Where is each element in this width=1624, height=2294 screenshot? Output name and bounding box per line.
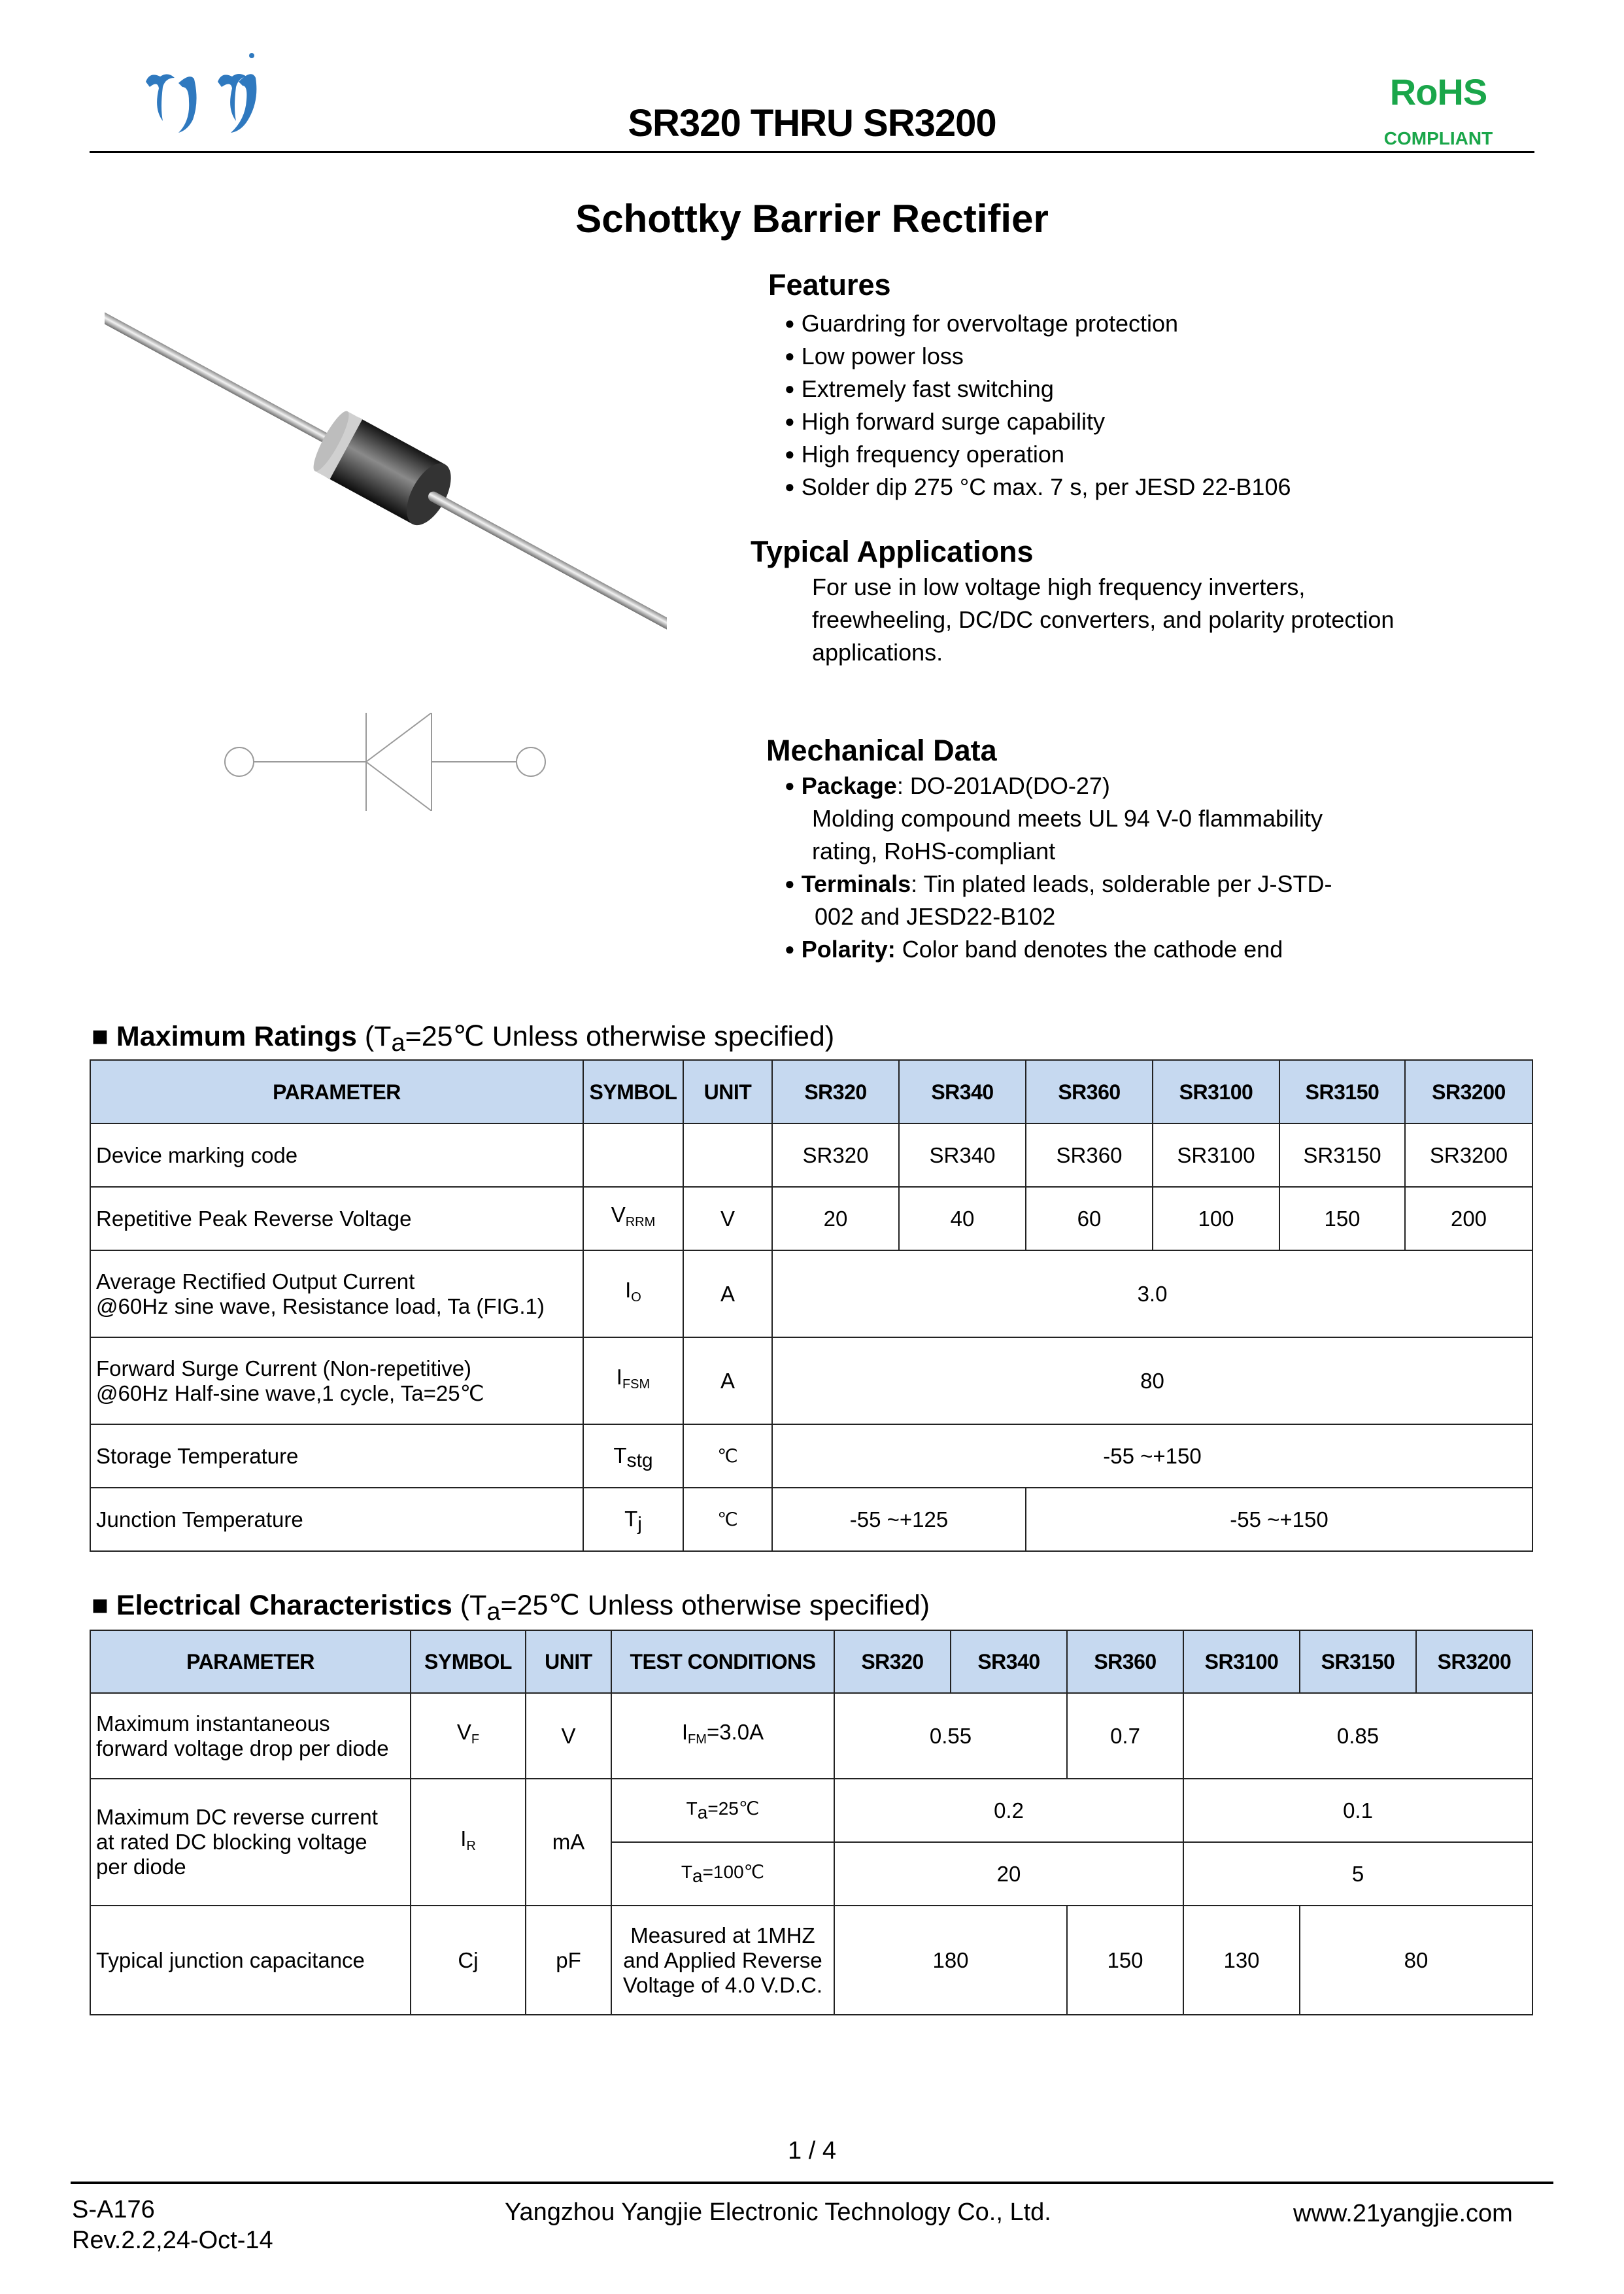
- symbol-cell: $I_{FSM}$: [583, 1337, 683, 1424]
- param-cell: Storage Temperature: [90, 1424, 583, 1488]
- col-header: UNIT: [683, 1060, 772, 1123]
- value-cell: 20: [772, 1187, 899, 1250]
- col-header: SR3200: [1416, 1630, 1532, 1693]
- feature-item: ● Solder dip 275 °C max. 7 s, per JESD 22-B106: [785, 471, 1291, 505]
- terminals-label: Terminals: [801, 870, 911, 897]
- col-header: SR320: [834, 1630, 951, 1693]
- unit-cell: [683, 1123, 772, 1187]
- rohs-compliant-label: COMPLIANT: [1383, 128, 1493, 148]
- value-cell: -55 ~+125: [772, 1488, 1026, 1551]
- max-ratings-table: [90, 1059, 1533, 1552]
- document-title: SR320 THRU SR3200: [628, 102, 996, 145]
- col-header: TEST CONDITIONS: [611, 1630, 834, 1693]
- electrical-title: Electrical Characteristics: [116, 1590, 452, 1621]
- square-bullet-icon: ■: [92, 1021, 116, 1052]
- electrical-table: [90, 1630, 1533, 2015]
- table-row: [90, 1424, 1532, 1488]
- table-row: [90, 1488, 1532, 1551]
- axial-diode-photo: [105, 275, 667, 667]
- col-header: SR3150: [1300, 1630, 1416, 1693]
- feature-item: ● High forward surge capability: [785, 405, 1105, 440]
- param-cell: Junction Temperature: [90, 1488, 583, 1551]
- max-ratings-condition: ($T_a=25℃$ Unless otherwise specified): [356, 1021, 835, 1057]
- table-row: [90, 1250, 1532, 1337]
- col-header: PARAMETER: [90, 1630, 411, 1693]
- param-cell: Forward Surge Current (Non-repetitive) @60Hz Half-sine wave,1 cycle, Ta=25℃: [90, 1337, 583, 1424]
- page-number: 1 / 4: [788, 2137, 836, 2165]
- symbol-cell: $I_O$: [583, 1250, 683, 1337]
- symbol-cell: $I_R$: [411, 1779, 526, 1906]
- symbol-cell: [583, 1123, 683, 1187]
- col-header: UNIT: [526, 1630, 611, 1693]
- package-detail: Molding compound meets UL 94 V-0 flammability: [812, 805, 1323, 832]
- col-header: SR3200: [1405, 1060, 1532, 1123]
- col-header: SR320: [772, 1060, 899, 1123]
- unit-cell: A: [683, 1250, 772, 1337]
- condition-cell: $I_{FM}=3.0A$: [611, 1693, 834, 1779]
- document-code: S-A176: [72, 2196, 155, 2223]
- symbol-cell: Tstg: [583, 1424, 683, 1488]
- col-header: PARAMETER: [90, 1060, 583, 1123]
- value-cell: 80: [1300, 1906, 1532, 2015]
- feature-item: ● High frequency operation: [785, 438, 1064, 473]
- applications-text-line: applications.: [812, 639, 943, 666]
- value-cell: 5: [1183, 1842, 1532, 1906]
- unit-cell: pF: [526, 1906, 611, 2015]
- revision-date: Rev.2.2,24-Oct-14: [72, 2227, 273, 2254]
- mechanical-package: [785, 770, 1110, 804]
- features-heading: Features: [768, 268, 891, 301]
- col-header: SR3150: [1279, 1060, 1405, 1123]
- col-header: SR3100: [1153, 1060, 1279, 1123]
- table-row: [90, 1337, 1532, 1424]
- applications-text-line: For use in low voltage high frequency inverters,: [812, 574, 1306, 600]
- company-website[interactable]: www.21yangjie.com: [1293, 2200, 1513, 2227]
- value-cell: 100: [1153, 1187, 1279, 1250]
- value-cell: 0.2: [834, 1779, 1183, 1842]
- col-header: SR340: [951, 1630, 1067, 1693]
- header-divider: [90, 151, 1534, 153]
- param-cell: Repetitive Peak Reverse Voltage: [90, 1187, 583, 1250]
- max-ratings-title: Maximum Ratings: [116, 1021, 357, 1052]
- value-cell: -55 ~+150: [1026, 1488, 1532, 1551]
- param-cell: Maximum instantaneous forward voltage drop per diode: [90, 1693, 411, 1779]
- table-header-row: [90, 1630, 1532, 1693]
- value-cell: 150: [1279, 1187, 1405, 1250]
- applications-text-line: freewheeling, DC/DC converters, and polarity protection: [812, 606, 1395, 633]
- feature-item: ● Guardring for overvoltage protection: [785, 307, 1178, 342]
- param-cell: Maximum DC reverse current at rated DC blocking voltage per diode: [90, 1779, 411, 1906]
- value-cell: 20: [834, 1842, 1183, 1906]
- value-cell: 40: [899, 1187, 1026, 1250]
- symbol-cell: $V_{RRM}$: [583, 1187, 683, 1250]
- value-cell: SR3150: [1279, 1123, 1405, 1187]
- polarity-label: Polarity:: [801, 936, 896, 963]
- symbol-cell: Cj: [411, 1906, 526, 2015]
- value-cell: SR340: [899, 1123, 1026, 1187]
- unit-cell: V: [526, 1693, 611, 1779]
- value-cell: SR360: [1026, 1123, 1153, 1187]
- value-cell: 0.1: [1183, 1779, 1532, 1842]
- param-cell: Device marking code: [90, 1123, 583, 1187]
- value-cell: 150: [1067, 1906, 1183, 2015]
- unit-cell: mA: [526, 1779, 611, 1906]
- mechanical-terminals: [785, 868, 1332, 902]
- electrical-condition: ($T_a=25℃$ Unless otherwise specified): [452, 1590, 930, 1626]
- symbol-cell: $V_F$: [411, 1693, 526, 1779]
- value-cell: 3.0: [772, 1250, 1532, 1337]
- col-header: SR340: [899, 1060, 1026, 1123]
- unit-cell: ℃: [683, 1488, 772, 1551]
- applications-heading: Typical Applications: [751, 535, 1034, 568]
- table-row: [90, 1187, 1532, 1250]
- condition-cell: Measured at 1MHZ and Applied Reverse Voltage of 4.0 V.D.C.: [611, 1906, 834, 2015]
- table-row: [90, 1906, 1532, 2015]
- condition-cell: $T_a=25℃$: [611, 1779, 834, 1842]
- col-header: SR360: [1026, 1060, 1153, 1123]
- value-cell: SR320: [772, 1123, 899, 1187]
- package-value: : DO-201AD(DO-27): [896, 772, 1110, 799]
- table-row: [90, 1779, 1532, 1842]
- value-cell: -55 ~+150: [772, 1424, 1532, 1488]
- col-header: SR3100: [1183, 1630, 1300, 1693]
- value-cell: SR3100: [1153, 1123, 1279, 1187]
- table-row: [90, 1693, 1532, 1779]
- package-label: Package: [801, 772, 897, 799]
- electrical-heading: [92, 1589, 930, 1626]
- param-cell: Average Rectified Output Current @60Hz sine wave, Resistance load, Ta (FIG.1): [90, 1250, 583, 1337]
- col-header: SR360: [1067, 1630, 1183, 1693]
- feature-item: ● Extremely fast switching: [785, 373, 1054, 407]
- mechanical-polarity: [785, 933, 1283, 968]
- col-header: SYMBOL: [411, 1630, 526, 1693]
- footer-divider: [71, 2182, 1553, 2184]
- value-cell: 80: [772, 1337, 1532, 1424]
- max-ratings-heading: [92, 1020, 834, 1057]
- value-cell: SR3200: [1405, 1123, 1532, 1187]
- terminals-detail: 002 and JESD22-B102: [815, 903, 1056, 930]
- symbol-cell: Tj: [583, 1488, 683, 1551]
- square-bullet-icon: ■: [92, 1590, 116, 1621]
- mechanical-heading: Mechanical Data: [766, 734, 997, 767]
- table-header-row: [90, 1060, 1532, 1123]
- product-subtitle: Schottky Barrier Rectifier: [575, 197, 1049, 241]
- value-cell: 0.85: [1183, 1693, 1532, 1779]
- table-row: [90, 1123, 1532, 1187]
- feature-item: ● Low power loss: [785, 340, 964, 375]
- rohs-badge: RoHS: [1389, 71, 1487, 112]
- package-detail: rating, RoHS-compliant: [812, 838, 1056, 865]
- terminals-value: : Tin plated leads, solderable per J-STD-: [911, 870, 1332, 897]
- value-cell: 200: [1405, 1187, 1532, 1250]
- param-cell: Typical junction capacitance: [90, 1906, 411, 2015]
- value-cell: 180: [834, 1906, 1067, 2015]
- unit-cell: V: [683, 1187, 772, 1250]
- diode-schematic-symbol: [216, 713, 556, 811]
- unit-cell: ℃: [683, 1424, 772, 1488]
- condition-cell: $T_a=100℃$: [611, 1842, 834, 1906]
- company-name: Yangzhou Yangjie Electronic Technology Co., Ltd.: [505, 2199, 1051, 2226]
- polarity-value: Color band denotes the cathode end: [895, 936, 1283, 963]
- value-cell: 130: [1183, 1906, 1300, 2015]
- unit-cell: A: [683, 1337, 772, 1424]
- col-header: SYMBOL: [583, 1060, 683, 1123]
- value-cell: 0.7: [1067, 1693, 1183, 1779]
- value-cell: 60: [1026, 1187, 1153, 1250]
- value-cell: 0.55: [834, 1693, 1067, 1779]
